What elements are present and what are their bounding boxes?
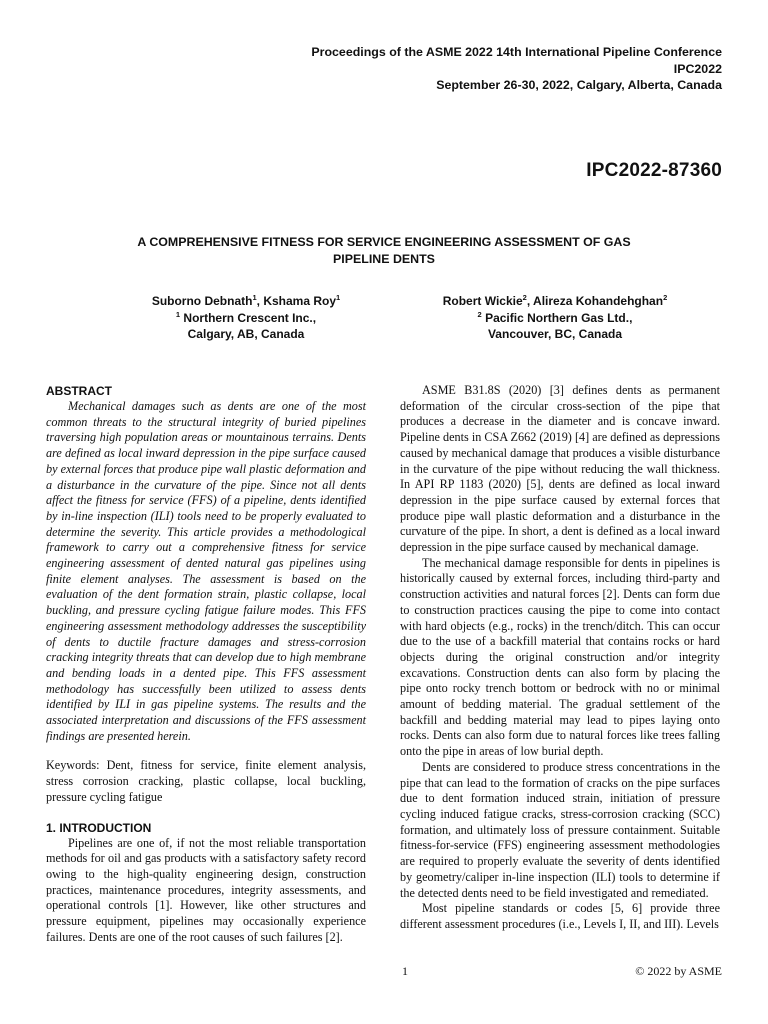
body-paragraph: Most pipeline standards or codes [5, 6] provide three different assessment procedures (i.e., Levels I, II, and III). Levels [400,901,720,931]
conference-header [311,44,722,94]
author-location: Vancouver, BC, Canada [487,327,623,341]
page-number: 1 [402,964,408,978]
body-paragraph: The mechanical damage responsible for dents in pipelines is historically caused by external forces, including third-party and construction activities and natural forces [2]. Dents can form due to construction practices causing the pipe to come into contact with hard objects (e.g., rocks) in the trench/ditch. This can occur due to the use of a backfill material that contains rocks or hard objects during the original construction and/or integrity excavations. Construction dents can also form by placing the pipe onto rocky trench bottom or bedrock with no or minimal amount of bedding material. The gradual settlement of the backfill and bedding material may lead to pipes laying onto rocks. Dents can also form due to natural forces like trees falling onto the pipe in areas of low burial depth. [400,555,720,759]
conference-dates-location: September 26-30, 2022, Calgary, Alberta, Canada [436,78,722,92]
author-names: Suborno Debnath$^1$, Kshama Roy$^1$ [151,293,341,308]
paper-title-line-1: A COMPREHENSIVE FITNESS FOR SERVICE ENGINEERING ASSESSMENT OF GAS [137,235,631,249]
author-names: Robert Wickie$^2$, Alireza Kohandehghan$^2$ [442,293,668,308]
keywords: Keywords: Dent, fitness for service, finite element analysis, stress corrosion cracking, plastic collapse, local buckling, pressure cycling fatigue [46,758,366,804]
conference-code: IPC2022 [673,61,722,76]
body-paragraph: Dents are considered to produce stress concentrations in the pipe that can lead to the formation of cracks on the pipe surfaces due to dent formation induced strain, initiation of pressure cycling induced fatigue cracks, stress-corrosion cracking (SCC) formation, and ultimately loss of pressure containment. Suitable fitness-for-service (FFS) engineering assessment methodologies are required to properly evaluate the severity of dents identified by geometry/caliper in-line inspection (ILI) tools to determine if the detected dents need to be field investigated and remediated. [400,759,720,900]
introduction-heading: 1. INTRODUCTION [46,820,152,835]
conference-name: Proceedings of the ASME 2022 14th International Pipeline Conference [311,45,722,59]
author-location: Calgary, AB, Canada [187,327,305,341]
left-column [46,383,366,946]
introduction-paragraph: Pipelines are one of, if not the most reliable transportation methods for oil and gas products with a satisfactory safety record owing to the high-quality engineering design, construction practices, maintenance procedures, integrity assessments, and operational controls [1]. However, like other structures and pressure equipment, pipelines may occasionally experience failures. Dents are one of the root causes of such failures [2]. [46,835,366,944]
paper-title [100,234,668,268]
body-paragraph: ASME B31.8S (2020) [3] defines dents as permanent deformation of the circular cross-section of the pipe that produces a decrease in the diameter and is concave inward. Pipeline dents in CSA Z662 (2019) [4] are defined as depressions caused by mechanical damage that produces a visible disturbance in the curvature of the pipe without reducing the wall thickness. In API RP 1183 (2020) [5], dents are defined as local inward depression in the pipe surface caused by external forces that produce pipe wall plastic deformation and a disturbance in the curvature of the pipe. In short, a dent is defined as a local inward depression in the pipe surface caused by mechanical damage. [400,383,720,555]
paper-title-line-2: PIPELINE DENTS [333,252,435,266]
author-block-left [96,293,396,343]
abstract-heading: ABSTRACT [46,384,112,398]
abstract-body: Mechanical damages such as dents are one of the most common threats to the structural integrity of buried pipelines traversing high population areas or mountainous terrains. Dents are defined as local inward depression in the pipe surface caused by external forces that produce pipe wall plastic deformation and a disturbance in the curvature of the pipe. Since not all dents affect the fitness for service (FFS) of a pipeline, dents identified by in-line inspection (ILI) tools need to be properly evaluated to determine the severity. This article provides a methodological framework to carry out a comprehensive fitness for service engineering assessment of dented natural gas pipelines using finite element analyses. The assessment is based on the evaluation of the dent formation strain, plastic collapse, local buckling, and pressure cycling fatigue failure modes. This FFS engineering assessment methodology addresses the susceptibility of dents to ductile fracture damages and stress-corrosion cracking integrity threats that can develop due to high membrane and bending loads in a dented pipe. This FFS assessment methodology has successfully been utilized to assess dents identified by ILI in gas pipeline systems. The results and the associated interpretation and discussions of the FFS assessment findings are presented herein. [46,399,366,743]
author-affiliation: $^1$ Northern Crescent Inc., [175,309,317,325]
author-affiliation: $^2$ Pacific Northern Gas Ltd., [477,309,633,325]
right-column [400,383,720,933]
copyright-notice: © 2022 by ASME [635,964,722,978]
author-block-right [405,293,705,343]
paper-id: IPC2022-87360 [586,160,722,181]
